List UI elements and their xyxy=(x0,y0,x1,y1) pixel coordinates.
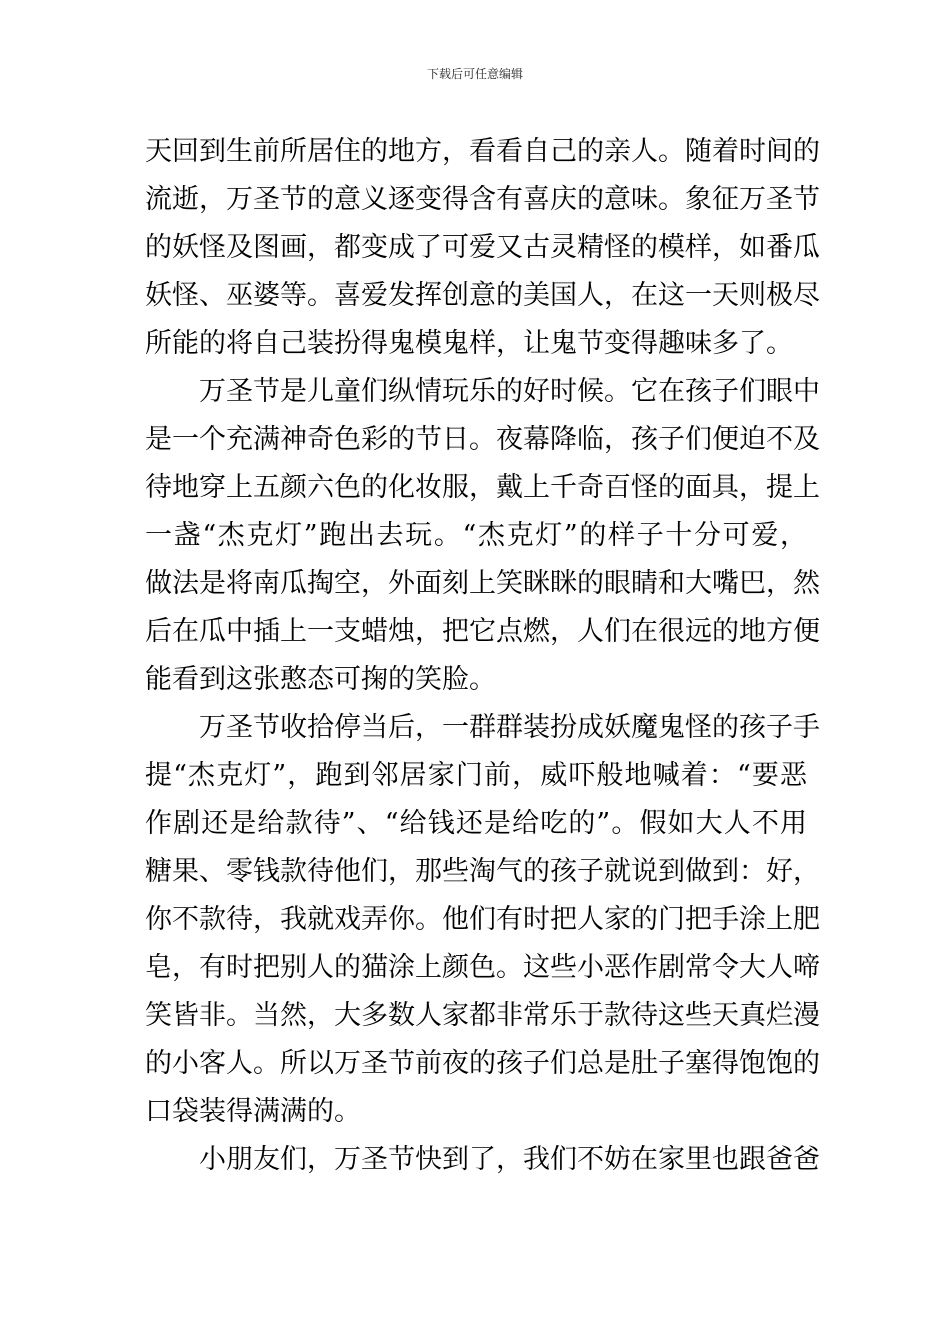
text-line: 万圣节收拾停当后，一群群装扮成妖魔鬼怪的孩子手 xyxy=(199,712,820,743)
text-line: 能看到这张憨态可掬的笑脸。 xyxy=(145,664,496,695)
page-header: 下载后可任意编辑 xyxy=(426,67,523,81)
text-line: 一盏“杰克灯”跑出去玩。“杰克灯”的样子十分可爱， xyxy=(145,520,807,551)
paragraph-4 xyxy=(145,1136,820,1184)
paragraph-2 xyxy=(145,368,820,704)
text-line: 后在瓜中插上一支蜡烛，把它点燃，人们在很远的地方便 xyxy=(145,616,820,647)
text-line: 待地穿上五颜六色的化妆服，戴上千奇百怪的面具，提上 xyxy=(145,472,820,503)
text-line: 你不款待，我就戏弄你。他们有时把人家的门把手涂上肥 xyxy=(145,904,820,935)
text-line: 笑皆非。当然，大多数人家都非常乐于款待这些天真烂漫 xyxy=(145,1000,820,1031)
paragraph-3 xyxy=(145,704,820,1136)
text-line: 口袋装得满满的。 xyxy=(145,1096,361,1127)
text-line: 的妖怪及图画，都变成了可爱又古灵精怪的模样，如番瓜 xyxy=(145,232,820,263)
paragraph-1 xyxy=(145,128,820,368)
body-text xyxy=(145,128,820,1184)
text-line: 做法是将南瓜掏空，外面刻上笑眯眯的眼睛和大嘴巴，然 xyxy=(145,568,820,599)
text-line: 糖果、零钱款待他们，那些淘气的孩子就说到做到：好， xyxy=(145,856,820,887)
text-line: 是一个充满神奇色彩的节日。夜幕降临，孩子们便迫不及 xyxy=(145,424,820,455)
text-line: 的小客人。所以万圣节前夜的孩子们总是肚子塞得饱饱的 xyxy=(145,1048,820,1079)
text-line: 所能的将自己装扮得鬼模鬼样，让鬼节变得趣味多了。 xyxy=(145,328,793,359)
text-line: 妖怪、巫婆等。喜爱发挥创意的美国人，在这一天则极尽 xyxy=(145,280,820,311)
text-line: 皂，有时把别人的猫涂上颜色。这些小恶作剧常令大人啼 xyxy=(145,952,820,983)
text-line: 作剧还是给款待”、“给钱还是给吃的”。假如大人不用 xyxy=(145,808,807,839)
text-line: 提“杰克灯”，跑到邻居家门前，威吓般地喊着：“要恶 xyxy=(145,760,807,791)
text-line: 天回到生前所居住的地方，看看自己的亲人。随着时间的 xyxy=(145,136,820,167)
text-line: 流逝，万圣节的意义逐变得含有喜庆的意味。象征万圣节 xyxy=(145,184,820,215)
text-line: 小朋友们，万圣节快到了，我们不妨在家里也跟爸爸 xyxy=(199,1144,820,1175)
text-line: 万圣节是儿童们纵情玩乐的好时候。它在孩子们眼中 xyxy=(199,376,820,407)
